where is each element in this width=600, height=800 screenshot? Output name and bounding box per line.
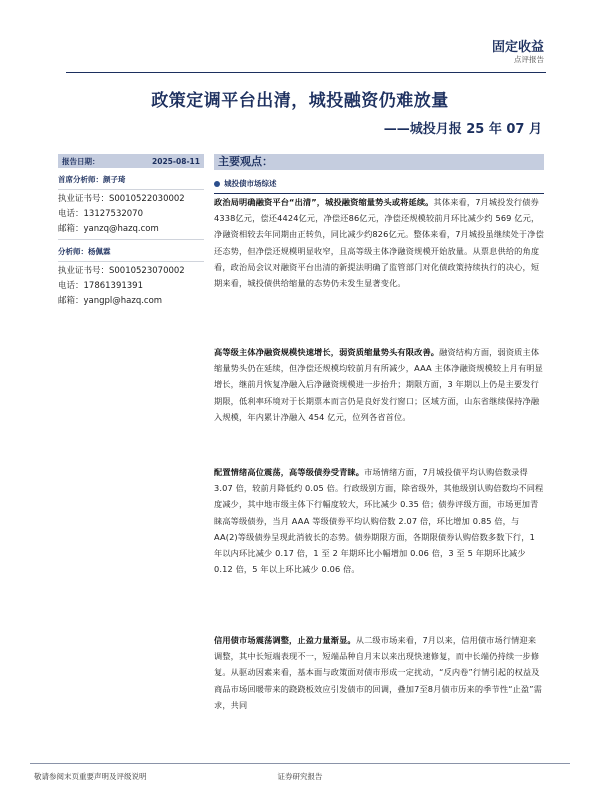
footer-rule [30,763,570,764]
analyst-role-label: 首席分析师： [58,175,103,184]
paragraph-body: 其体来看，7月城投发行债券4338亿元，偿还4424亿元，净偿还86亿元，净偿还规模较前月环比减少约 569 亿元，净融资相较去年同期由正转负，同比减少约826亿元。整体来看，7月城投虽继续处于净偿还态势，但净偿还规模明显收窄，且高等级主体净融资规模开始放量。从票息供给的角度看，政治局会议对融资平台出清的新提法明确了监管部门对化债政策持续执行的决心，短期来看，城投债供给缩量的态势仍未发生显著变化。 [214,197,544,289]
paragraph-lead: 高等级主体净融资规模快速增长，弱资质缩量势头有限改善。 [214,347,440,357]
analyst-role-label: 分析师： [58,247,88,256]
section-tag-label: 城投债市场综述 [224,179,277,188]
analyst-phone: 电话：13127532070 [58,209,143,219]
report-type: 点评报告 [514,55,544,64]
main-points [214,154,544,194]
paragraph [214,344,544,425]
paragraph-body: 从二级市场来看，7月以来，信用债市场行情迎来调整，其中长短端表现不一，短端品种自月末以来出现快速修复，而中长端仍持续一步修复。从驱动因素来看，基本面与政策面对债市形成一定扰动，“反内卷”行情引起的权益及商品市场回暖带来的跷跷板效应引发债市的回调，叠加7至8月债市历来的季节性“止盈”需求，共同 [214,635,542,710]
bullet-dot-icon [214,181,220,187]
analyst-license: 执业证书号：S0010523070002 [58,266,185,276]
main-points-bar: 主要观点： [214,154,544,170]
footer-center: 证券研究报告 [277,772,323,781]
analyst-block [58,246,204,307]
report-category: 固定收益 [491,40,544,55]
footer-disclaimer[interactable]: 敬请参阅末页重要声明及评级说明 [34,772,147,781]
analyst-name: 杨佩霖 [88,247,111,256]
page-title: 政策定调平台出清，城投融资仍难放量 [151,91,449,111]
analyst-license: 执业证书号：S0010522030002 [58,194,185,204]
paragraph-body: 市场情绪方面，7月城投债平均认购倍数录得 3.07 倍，较前月降低约 0.05 倍。行政级别方面，除省级外，其他级别认购倍数均不同程度减少，其中地市级主体下行幅度较大，环比减少 0.35 倍；债券评级方面，市场更加青睐高等级债券，当月 AAA 等级债券平均认购倍数 2.07 倍，环比增加 0.85 倍，与 AA(2)等级债券呈现此消彼长的态势。债券期限方面，各期限债券认购倍数多数下行，1 年以内环比减少 0.17 倍，1 至 2 年期环比小幅增加 0.06 倍，3 至 5 年期环比减少 0.12 倍，5 年以上环比减少 0.06 倍。 [214,467,544,575]
report-date-label: 报告日期： [62,156,100,166]
divider [58,261,204,262]
paragraph [214,464,544,577]
analyst-role [58,246,204,257]
analyst-email[interactable]: 邮箱：yanzq@hazq.com [58,224,159,234]
paragraph-lead: 配置情绪高位震荡，高等级债券受青睐。 [214,467,365,477]
paragraph [214,194,544,291]
paragraph-body: 融资结构方面，弱资质主体缩量势头仍在延续，但净偿还规模均较前月有所减少，AAA 主体净融资规模较上月有明显增长，继前月恢复净融入后净融资规模进一步抬升；期限方面，3 年期以上仍是主要发行期限，低利率环境对于长期票本而言仍是良好发行窗口；区域方面，山东省继续保持净融入规模，年内累计净融入 454 亿元，位列各省首位。 [214,347,543,422]
paragraph [214,632,544,713]
paragraph-lead: 政治局明确融资平台“出清”，城投融资缩量势头或将延续。 [214,197,434,207]
report-date-value: 2025-08-11 [152,156,200,166]
analyst-sidebar [58,154,204,307]
header-rule [66,72,546,73]
analyst-email[interactable]: 邮箱：yangpl@hazq.com [58,296,163,306]
paragraph-lead: 信用债市场震荡调整，止盈力量渐显。 [214,635,356,645]
divider [58,239,204,240]
analyst-phone: 电话：17861391391 [58,281,143,291]
analyst-block [58,174,204,240]
section-tag [214,178,544,189]
page-subtitle: ——城投月报 25 年 07 月 [383,122,542,137]
analyst-name: 颜子琦 [103,175,126,184]
analyst-role [58,174,204,185]
report-date-bar [58,154,204,168]
divider [58,189,204,190]
